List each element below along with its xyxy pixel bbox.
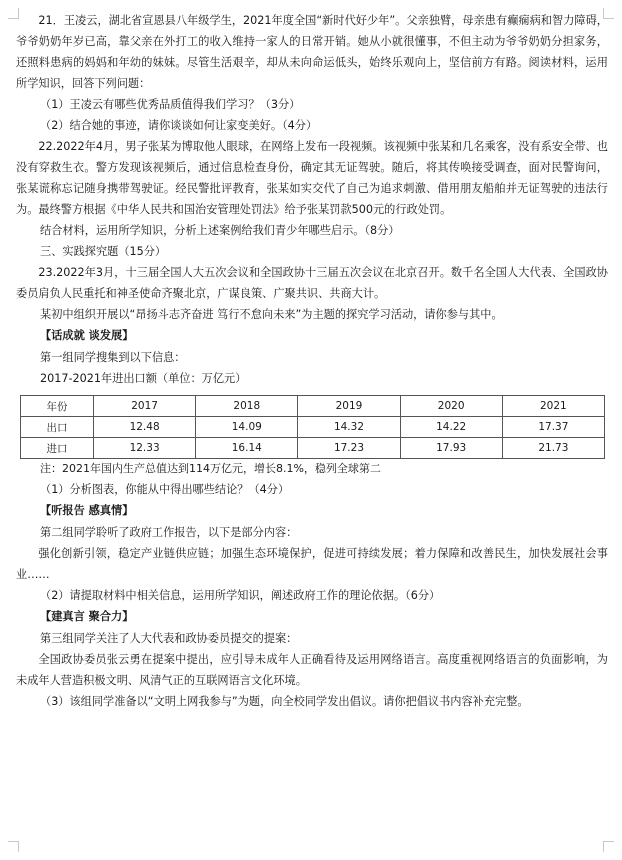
table-cell: 17.37	[502, 417, 604, 438]
page-corner-mark	[603, 841, 614, 852]
part-2-quote: 强化创新引领，稳定产业链供应链；加强生态环境保护，促进可持续发展；着力保障和改善民生，加快发展社会事业……	[16, 547, 608, 581]
part-1-question: （1）分析图表，你能从中得出哪些结论？（4分）	[40, 483, 290, 496]
table-cell: 进口	[21, 438, 94, 459]
table-cell: 14.32	[298, 417, 400, 438]
part-3-line: 第三组同学关注了人大代表和政协委员提交的提案：	[40, 632, 298, 645]
table-row	[21, 417, 605, 438]
trade-table-title: 2017-2021年进出口额（单位：万亿元）	[40, 372, 247, 385]
question-21-sub-1: （1）王凌云有哪些优秀品质值得我们学习？（3分）	[40, 98, 301, 111]
part-2-question: （2）请提取材料中相关信息，运用所学知识，阐述政府工作的理论依据。（6分）	[40, 589, 441, 602]
question-21-sub-2: （2）结合她的事迹，请你谈谈如何让家变美好。（4分）	[40, 119, 318, 132]
part-3-heading: 【建真言 聚合力】	[40, 610, 134, 623]
part-2-line: 第二组同学聆听了政府工作报告，以下是部分内容：	[40, 526, 298, 539]
table-cell: 年份	[21, 396, 94, 417]
section-3-title: 三、实践探究题（15分）	[40, 245, 167, 258]
table-cell: 2017	[94, 396, 196, 417]
page-corner-mark	[8, 841, 19, 852]
exam-page	[16, 10, 608, 712]
question-23-text: 23.2022年3月，十三届全国人大五次会议和全国政协十三届五次会议在北京召开。数千名全国人大代表、全国政协委员肩负人民重托和神圣使命齐聚北京，广谋良策、广聚共识、共商大计。	[16, 266, 608, 300]
question-21-text: 21．王凌云，湖北省宣恩县八年级学生，2021年度全国“新时代好少年”。父亲独臂，母亲患有癫痫病和智力障碍，爷爷奶奶年岁已高，靠父亲在外打工的收入维持一家人的日常开销。她从小就很懂事，不但主动为爷爷奶奶分担家务，还照料患病的妈妈和年幼的妹妹。尽管生活艰辛，却从未向命运低头，始终乐观向上，坚信前方有路。阅读材料，运用所学知识，回答下列问题：	[16, 14, 608, 90]
table-cell: 2019	[298, 396, 400, 417]
question-23-intro: 某初中组织开展以“昂扬斗志齐奋进 笃行不怠向未来”为主题的探究学习活动，请你参与其中。	[40, 308, 503, 321]
table-cell: 12.48	[94, 417, 196, 438]
table-cell: 14.09	[196, 417, 298, 438]
table-cell: 14.22	[400, 417, 502, 438]
table-cell: 2020	[400, 396, 502, 417]
part-3-quote: 全国政协委员张云勇在提案中提出，应引导未成年人正确看待及运用网络语言。高度重视网络语言的负面影响，为未成年人营造积极文明、风清气正的互联网语言文化环境。	[16, 653, 608, 687]
table-cell: 17.23	[298, 438, 400, 459]
table-cell: 17.93	[400, 438, 502, 459]
table-note: 注：2021年国内生产总值达到114万亿元，增长8.1%，稳列全球第二	[40, 462, 381, 475]
table-cell: 21.73	[502, 438, 604, 459]
table-cell: 出口	[21, 417, 94, 438]
part-1-line: 第一组同学搜集到以下信息：	[40, 351, 186, 364]
table-cell: 2021	[502, 396, 604, 417]
part-2-heading: 【听报告 感真情】	[40, 504, 134, 517]
trade-table	[20, 395, 605, 459]
part-1-heading: 【话成就 谈发展】	[40, 329, 134, 342]
part-3-question: （3）该组同学准备以“文明上网我参与”为题，向全校同学发出倡议。请你把倡议书内容补充完整。	[40, 695, 529, 708]
table-row	[21, 438, 605, 459]
table-cell: 16.14	[196, 438, 298, 459]
table-cell: 12.33	[94, 438, 196, 459]
question-22-text: 22.2022年4月，男子张某为博取他人眼球，在网络上发布一段视频。该视频中张某和几名乘客，没有系安全带、也没有穿救生衣。警方发现该视频后，通过信息检查身份，确定其无证驾驶。随后，将其传唤接受调查，面对民警询问，张某谎称忘记随身携带驾驶证。经民警批评教育，张某如实交代了自己为追求刺激、借用朋友船舶并无证驾驶的违法行为。最终警方根据《中华人民共和国治安管理处罚法》给予张某罚款500元的行政处罚。	[16, 140, 608, 216]
table-header-row	[21, 396, 605, 417]
question-22-task: 结合材料，运用所学知识，分析上述案例给我们青少年哪些启示。（8分）	[40, 224, 400, 237]
table-cell: 2018	[196, 396, 298, 417]
